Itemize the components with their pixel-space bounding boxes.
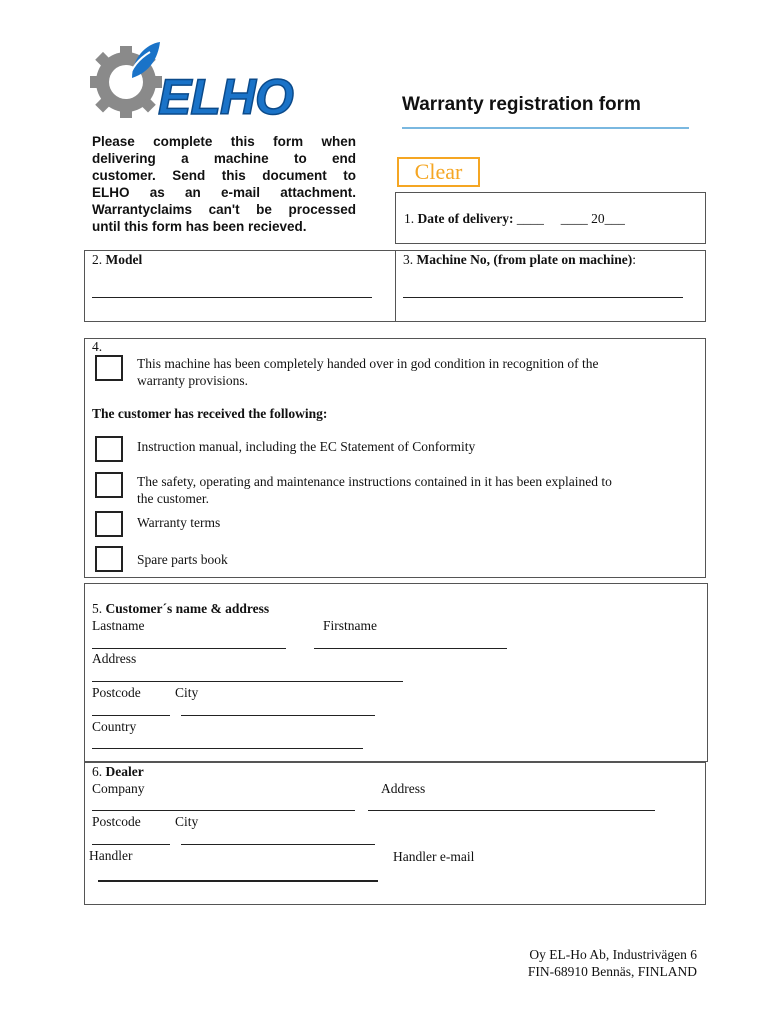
model-title: Model — [105, 252, 143, 267]
customer-title: Customer´s name & address — [105, 601, 270, 616]
handover-text-line: This machine has been completely handed over in god condition in recognition of the — [137, 356, 599, 371]
warranty-terms-checkbox[interactable] — [95, 511, 123, 537]
postcode-label: Postcode — [92, 685, 141, 700]
dealer-title: Dealer — [105, 764, 144, 779]
machine-no-label — [403, 252, 636, 268]
section-number: 2. — [92, 252, 103, 267]
section-4-number: 4. — [92, 339, 103, 354]
instructions-text — [92, 133, 356, 235]
lastname-label: Lastname — [92, 618, 145, 633]
safety-instructions-line: The safety, operating and maintenance instructions contained in it has been explained to — [137, 474, 612, 489]
country-field[interactable] — [92, 748, 363, 749]
day-blank[interactable]: ____ — [516, 211, 544, 226]
model-machine-divider — [395, 250, 396, 322]
safety-instructions-checkbox[interactable] — [95, 472, 123, 498]
postcode-field[interactable] — [92, 715, 170, 716]
machine-no-suffix: : — [632, 252, 636, 267]
city-label: City — [175, 685, 199, 700]
dealer-postcode-field[interactable] — [92, 844, 170, 845]
city-field[interactable] — [181, 715, 375, 716]
received-heading: The customer has received the following: — [92, 406, 328, 421]
dealer-postcode-label: Postcode — [92, 814, 141, 829]
date-of-delivery-label — [404, 211, 625, 227]
section-number: 3. — [403, 252, 414, 267]
elho-logo — [88, 38, 358, 120]
svg-text:ELHO: ELHO — [158, 69, 293, 120]
instruction-line: delivering a machine to end — [92, 151, 356, 166]
date-label: Date of delivery: — [417, 211, 514, 226]
footer-line: FIN-68910 Bennäs, FINLAND — [527, 964, 697, 979]
handler-field[interactable] — [98, 880, 378, 882]
machine-no-title: Machine No, (from plate on machine) — [416, 252, 633, 267]
dealer-heading — [92, 764, 144, 780]
form-title: Warranty registration form — [402, 94, 641, 115]
model-label — [92, 252, 142, 268]
dealer-address-label: Address — [381, 781, 426, 796]
machine-no-field[interactable] — [403, 297, 683, 298]
section-number: 5. — [92, 601, 103, 616]
elho-logo-graphic — [88, 38, 358, 120]
handler-label: Handler — [89, 848, 133, 863]
instruction-line: Please complete this form when — [92, 134, 356, 149]
dealer-city-label: City — [175, 814, 199, 829]
handler-email-label: Handler e-mail — [393, 849, 475, 864]
instruction-line: Warrantyclaims can't be processed — [92, 202, 356, 217]
instruction-manual-label: Instruction manual, including the EC Statement of Conformity — [137, 439, 476, 454]
warranty-terms-label: Warranty terms — [137, 515, 221, 530]
address-field[interactable] — [92, 681, 403, 682]
address-label: Address — [92, 651, 137, 666]
firstname-field[interactable] — [314, 648, 507, 649]
model-field[interactable] — [92, 297, 372, 298]
handover-checkbox[interactable] — [95, 355, 123, 381]
handover-text-line: warranty provisions. — [137, 373, 248, 388]
handover-text — [137, 355, 697, 389]
safety-instructions-label — [137, 473, 612, 507]
dealer-city-field[interactable] — [181, 844, 375, 845]
customer-heading — [92, 601, 269, 617]
company-field[interactable] — [92, 810, 355, 811]
footer-line: Oy EL-Ho Ab, Industrivägen 6 — [529, 947, 697, 962]
spare-parts-label: Spare parts book — [137, 552, 228, 567]
instruction-line: ELHO as an e-mail attachment. — [92, 185, 356, 200]
title-underline — [402, 127, 689, 129]
spare-parts-checkbox[interactable] — [95, 546, 123, 572]
dealer-address-field[interactable] — [368, 810, 655, 811]
instruction-line: until this form has been recieved. — [92, 219, 307, 234]
section-number: 6. — [92, 764, 103, 779]
firstname-label: Firstname — [323, 618, 377, 633]
section-number: 1. — [404, 211, 415, 226]
clear-button[interactable]: Clear — [397, 157, 480, 187]
country-label: Country — [92, 719, 137, 734]
company-address — [528, 946, 697, 980]
lastname-field[interactable] — [92, 648, 286, 649]
company-label: Company — [92, 781, 145, 796]
safety-instructions-line: the customer. — [137, 491, 209, 506]
instruction-manual-checkbox[interactable] — [95, 436, 123, 462]
month-year-blank[interactable]: ____ 20___ — [560, 211, 625, 226]
instruction-line: customer. Send this document to — [92, 168, 356, 183]
